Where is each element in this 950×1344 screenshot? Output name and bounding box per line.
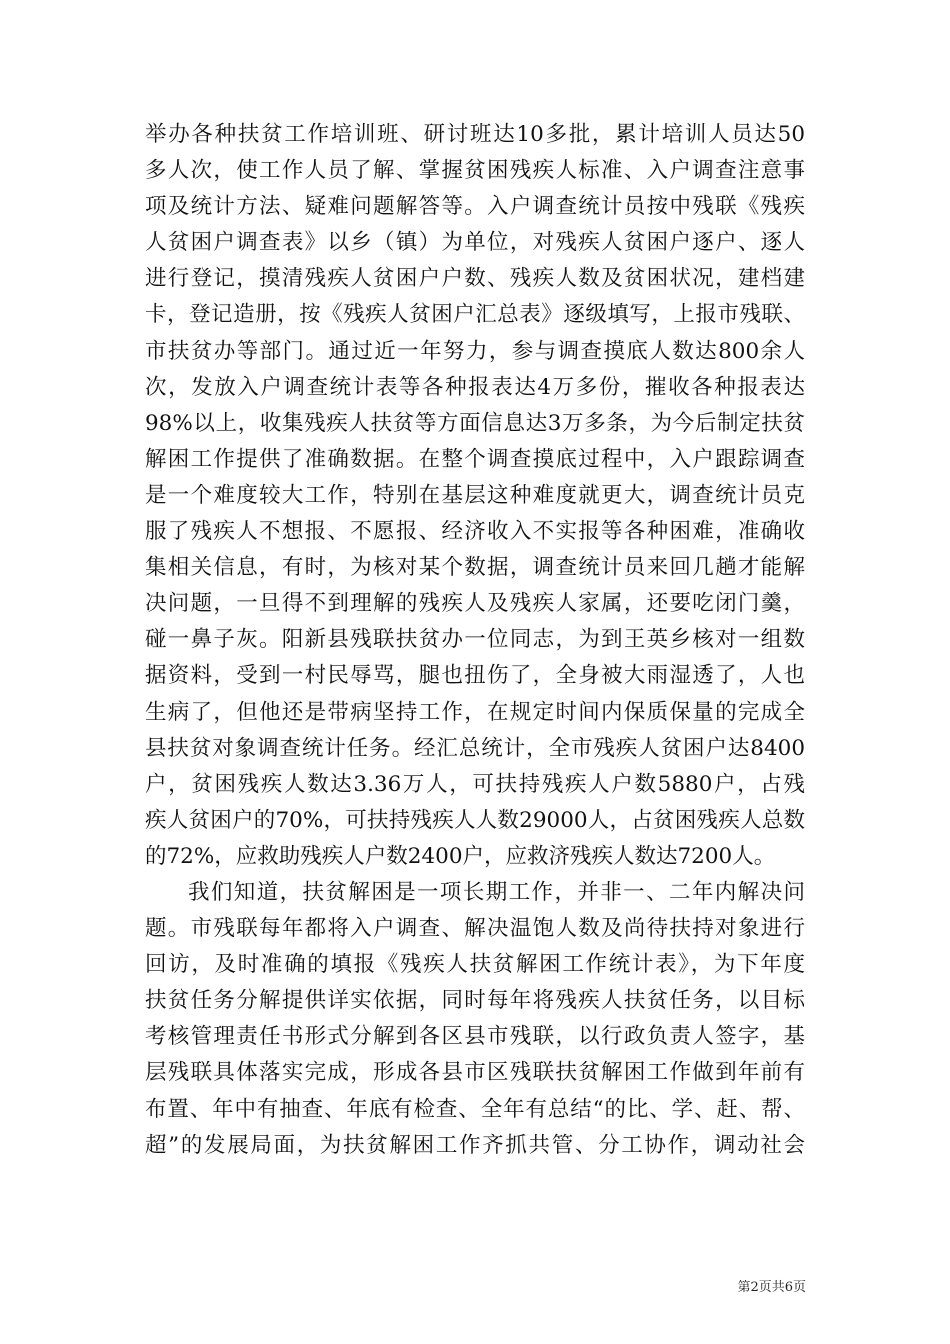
text-line: 回访，及时准确的填报《残疾人扶贫解困工作统计表》，为下年度: [145, 952, 805, 978]
text-line: 疾人贫困户的70%，可扶持残疾人人数29000人，占贫困残疾人总数: [145, 807, 805, 833]
text-line: 考核管理责任书形式分解到各区县市残联，以行政负责人签字，基: [145, 1024, 805, 1050]
text-line: 是一个难度较大工作，特别在基层这种难度就更大，调查统计员克: [145, 482, 805, 508]
text-line: 服了残疾人不想报、不愿报、经济收入不实报等各种困难，准确收: [145, 519, 805, 545]
text-line: 人贫困户调查表》以乡（镇）为单位，对残疾人贫困户逐户、逐人: [145, 230, 805, 256]
text-line: 题。市残联每年都将入户调查、解决温饱人数及尚待扶持对象进行: [145, 916, 805, 942]
text-line: 县扶贫对象调查统计任务。经汇总统计，全市残疾人贫困户达8400: [145, 735, 805, 761]
text-line: 的72%，应救助残疾人户数2400户，应救济残疾人数达7200人。: [145, 843, 776, 869]
text-line: 我们知道，扶贫解困是一项长期工作，并非一、二年内解决问: [188, 879, 805, 905]
text-line: 卡，登记造册，按《残疾人贫困户汇总表》逐级填写，上报市残联、: [145, 302, 805, 328]
text-line: 市扶贫办等部门。通过近一年努力，参与调查摸底人数达800余人: [145, 338, 805, 364]
text-line: 据资料，受到一村民辱骂，腿也扭伤了，全身被大雨湿透了，人也: [145, 663, 805, 689]
text-line: 超”的发展局面，为扶贫解困工作齐抓共管、分工协作，调动社会: [145, 1132, 805, 1158]
text-line: 项及统计方法、疑难问题解答等。入户调查统计员按中残联《残疾: [145, 194, 805, 220]
text-line: 解困工作提供了准确数据。在整个调查摸底过程中，入户跟踪调查: [145, 446, 805, 472]
text-line: 层残联具体落实完成，形成各县市区残联扶贫解困工作做到年前有: [145, 1060, 805, 1086]
text-line: 98%以上，收集残疾人扶贫等方面信息达3万多条，为今后制定扶贫: [145, 410, 805, 436]
text-line: 进行登记，摸清残疾人贫困户户数、残疾人数及贫困状况，建档建: [145, 266, 805, 292]
text-line: 集相关信息，有时，为核对某个数据，调查统计员来回几趟才能解: [145, 555, 805, 581]
text-line: 布置、年中有抽查、年底有检查、全年有总结“的比、学、赶、帮、: [145, 1096, 805, 1122]
text-line: 次，发放入户调查统计表等各种报表达4万多份，摧收各种报表达: [145, 374, 805, 400]
text-line: 户，贫困残疾人数达3.36万人，可扶持残疾人户数5880户，占残: [145, 771, 805, 797]
page-number: 第2页共6页: [737, 1280, 806, 1295]
text-line: 生病了，但他还是带病坚持工作，在规定时间内保质保量的完成全: [145, 699, 805, 725]
text-line: 举办各种扶贫工作培训班、研讨班达10多批，累计培训人员达50: [145, 122, 805, 147]
text-line: 扶贫任务分解提供详实依据，同时每年将残疾人扶贫任务，以目标: [145, 988, 805, 1014]
text-line: 多人次，使工作人员了解、掌握贫困残疾人标准、入户调查注意事: [145, 158, 805, 184]
text-line: 决问题，一旦得不到理解的残疾人及残疾人家属，还要吃闭门羹，: [145, 591, 805, 617]
text-line: 碰一鼻子灰。阳新县残联扶贫办一位同志，为到王英乡核对一组数: [145, 627, 805, 653]
body-text: [145, 117, 805, 1164]
